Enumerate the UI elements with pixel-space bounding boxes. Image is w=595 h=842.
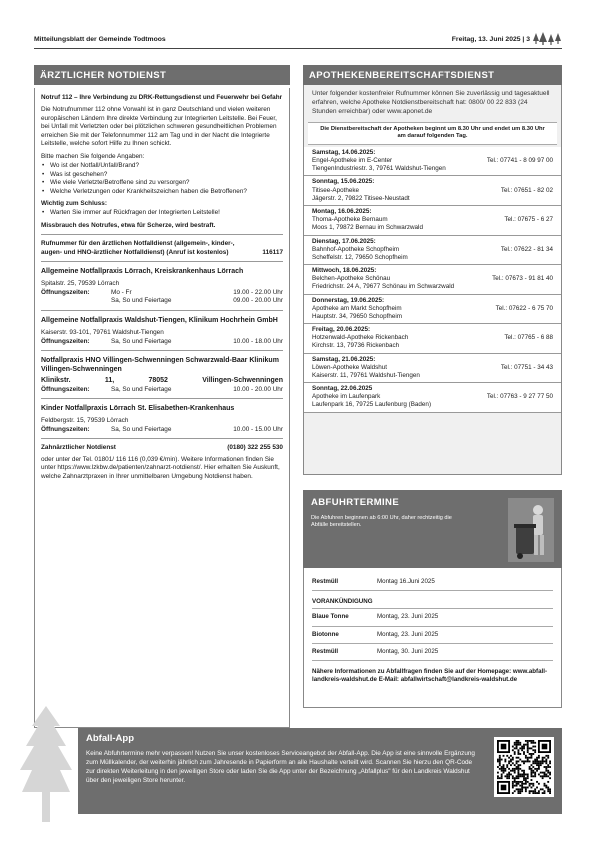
wichtig-list (41, 209, 283, 217)
pharmacy-day: Donnerstag, 19.06.2025: (312, 296, 385, 304)
pharmacy-name: Belchen-Apotheke Schönau (312, 275, 391, 283)
pharmacy-entry (304, 176, 561, 206)
divider (41, 234, 283, 235)
pharmacy-day: Samstag, 14.06.2025: (312, 148, 376, 156)
zahn-header (41, 444, 283, 452)
pharmacy-entry (304, 324, 561, 354)
pharmacy-list (304, 147, 561, 413)
angaben-list (41, 162, 283, 196)
pharmacy-day: Sonntag, 15.06.2025: (312, 178, 375, 186)
pharmacy-phone: Tel.: 07651 - 82 02 (500, 186, 553, 194)
waste-bin-photo-icon (508, 498, 554, 562)
pharmacy-day: Freitag, 20.06.2025: (312, 326, 371, 334)
praxis-kinder (41, 404, 283, 434)
notruf-text: Die Notrufnummer 112 ohne Vorwahl ist in ganz Deutschland und vielen weiteren europäischen Ländern Ihre direkte Verbindung zur Integrierten Leitstelle. Bei Feuer, bei Unfall mit Verletzten oder bei plötzlichen schweren gesundheitlichen Problemen erreichen Sie mit der Telefonnummer 112 am Tag und in der Nacht die Integrierte Leitstelle, welche sofort Hilfe zu Ihnen schickt. (41, 106, 277, 148)
pharmacy-day: Dienstag, 17.06.2025: (312, 237, 376, 245)
divider (41, 261, 283, 262)
divider (41, 310, 283, 311)
qr-code-icon[interactable] (494, 737, 554, 797)
praxis-loerrach (41, 267, 283, 306)
pharmacy-name: Hotzenwald-Apotheke Rickenbach (312, 334, 409, 342)
hours-row: Sa, So und Feiertage 09.00 - 20.00 Uhr (111, 297, 283, 305)
abfall-app-banner (78, 728, 562, 814)
issue-date: Freitag, 13. Juni 2025 | 3 (451, 36, 530, 43)
pharmacy-entry (304, 147, 561, 177)
pharmacy-entry (304, 354, 561, 384)
app-text: Keine Abfuhrtermine mehr verpassen! Nutzen Sie unser kostenloses Serviceangebot der Abfall-App. Die App ist eine sinnvolle Ergänzung zum Müllkalender, der weiterhin jährlich zum Jahresende in Papierform an alle Haushalte verteilt wird. Scannen Sie hierzu den QR-Code zur direkten Weiterleitung in den jeweiligen Store oder laden Sie die App unter der Bezeichnung „Abfallplus" für den Landkreis Waldshut über den jeweiligen Store herunter. (86, 749, 475, 784)
apotheken-panel (303, 85, 562, 475)
pharmacy-name: Titisee-Apotheke (312, 186, 360, 194)
zahn-phone: (0180) 322 255 530 (227, 444, 283, 452)
list-item: • Wie viele Verletzte/Betroffene sind zu versorgen? (41, 179, 283, 187)
abfuhr-info: Nähere Informationen zu Abfallfragen finden Sie auf der Homepage: www.abfall-landkreis-waldshut.de E-Mail: abfallwirtschaft@landkreis-waldshut.de (312, 667, 548, 684)
rufnummer-title: Rufnummer für den ärztlichen Notfalldienst (allgemein-, kinder-, augen- und HNO-ärztlicher Notfalldienst) (Anruf ist kostenlos) (41, 240, 235, 256)
praxis-address: Feldbergstr. 15, 79539 Lörrach (41, 417, 129, 425)
app-title: Abfall-App (86, 733, 135, 744)
pharmacy-address: Friedrichstr. 24 A, 79677 Schönau im Schwarzwald (312, 283, 455, 291)
praxis-address: Kaiserstr. 93-101, 79761 Waldshut-Tiengen (41, 329, 164, 337)
pharmacy-phone: Tel.: 07751 - 34 43 (500, 363, 553, 371)
list-item: • Was ist geschehen? (41, 171, 283, 179)
pharmacy-address: Moos 1, 79872 Bernau im Schwarzwald (312, 224, 423, 232)
list-item: • Warten Sie immer auf Rückfragen der Integrierten Leitstelle! (41, 209, 283, 217)
pharmacy-day: Mittwoch, 18.06.2025: (312, 267, 377, 275)
missbrauch-note: Missbrauch des Notrufes, etwa für Scherze, wird bestraft. (41, 221, 216, 229)
pharmacy-address: Kirchstr. 13, 79736 Rickenbach (312, 342, 400, 350)
pharmacy-name: Löwen-Apotheke Waldshut (312, 363, 388, 371)
abfuhr-row: Restmüll Montag 16.Juni 2025 (312, 574, 553, 591)
pharmacy-entry (304, 206, 561, 236)
pharmacy-name: Apotheke am Markt Schopfheim (312, 304, 402, 312)
praxis-name: Allgemeine Notfallpraxis Lörrach, Kreiskrankenhaus Lörrach (41, 268, 244, 276)
apotheken-intro: Unter folgender kostenfreier Rufnummer können Sie zuverlässig und tagesaktuell erfahren, welche Apotheke Notdienstbereitschaft hat: 0800/ 00 22 833 (24 Stunden erreichbar) oder www.aponet.de (312, 90, 550, 115)
aerztlich-panel (34, 88, 290, 728)
rufnummer-block (41, 240, 283, 257)
pharmacy-name: Bahnhof-Apotheke Schopfheim (312, 245, 400, 253)
hours-row: Öffnungszeiten: Sa, So und Feiertage 10.00 - 15.00 Uhr (41, 425, 283, 433)
pharmacy-address: TiengenIndustriestr. 3, 79761 Waldshut-Tiengen (312, 165, 446, 173)
pharmacy-phone: Tel.: 07673 - 91 81 40 (492, 275, 553, 283)
pharmacy-address: Laufenpark 16, 79725 Laufenburg (Baden) (312, 401, 432, 409)
zahn-text: oder unter der Tel. 01801/ 116 116 (0,039 €/min). Weitere Informationen finden Sie unter https://www.lzkbw.de/patienten/zahnarzt-notdienst/. Hier erhalten Sie Auskunft, welche Zahnarztpraxen in Ihrer unmittelbaren Umgebung Notdienst haben. (41, 455, 280, 480)
praxis-name: Notfallpraxis HNO Villingen-Schwenningen Schwarzwald-Baar Klinikum Villingen-Schwenningen (41, 356, 279, 374)
pharmacy-entry (304, 265, 561, 295)
list-item: • Wo ist der Notfall/Unfall/Brand? (41, 162, 283, 170)
aerztlich-title: ÄRZTLICHER NOTDIENST (34, 65, 290, 85)
divider (41, 398, 283, 399)
divider (41, 438, 283, 439)
abfuhr-header (303, 490, 562, 568)
abfuhr-title: ABFUHRTERMINE (311, 497, 400, 508)
hours-row: Öffnungszeiten: Sa, So und Feiertage 10.00 - 18.00 Uhr (41, 337, 283, 345)
header-rule (34, 48, 562, 49)
pharmacy-entry (304, 383, 561, 413)
praxis-name: Allgemeine Notfallpraxis Waldshut-Tiengen, Klinikum Hochrhein GmbH (41, 316, 278, 324)
abfuhr-panel (303, 568, 562, 708)
trees-logo-icon (532, 32, 562, 46)
pharmacy-phone: Tel.: 07763 - 9 27 77 50 (486, 393, 553, 401)
angaben-intro: Bitte machen Sie folgende Angaben: (41, 152, 145, 160)
pharmacy-address: Kaiserstr. 11, 79761 Waldshut-Tiengen (312, 371, 420, 379)
pharmacy-entry (304, 236, 561, 266)
abfuhr-row: Restmüll Montag, 30. Juni 2025 (312, 644, 553, 661)
pharmacy-phone: Tel.: 07675 - 6 27 (504, 216, 553, 224)
praxis-address: Spitalstr. 25, 79539 Lörrach (41, 280, 120, 288)
pharmacy-phone: Tel.: 07741 - 8 09 97 00 (486, 157, 553, 165)
pharmacy-name: Engel-Apotheke im E-Center (312, 157, 393, 165)
pharmacy-address: Scheffelstr. 12, 79650 Schopfheim (312, 253, 408, 261)
praxis-hno (41, 356, 283, 394)
pharmacy-phone: Tel.: 07622 - 81 34 (500, 245, 553, 253)
abfuhr-row: Blaue Tonne Montag, 23. Juni 2025 (312, 609, 553, 626)
apotheken-title: APOTHEKENBEREITSCHAFTSDIENST (303, 65, 562, 85)
pharmacy-phone: Tel.: 07622 - 6 75 70 (495, 304, 553, 312)
notruf-heading: Notruf 112 – Ihre Verbindung zu DRK-Rettungsdienst und Feuerwehr bei Gefahr (41, 94, 283, 101)
vorankuendigung-heading: VORANKÜNDIGUNG (312, 591, 553, 609)
hours-row: Öffnungszeiten: Sa, So und Feiertage 10.00 - 20.00 Uhr (41, 385, 283, 393)
rufnummer-value: 116117 (262, 248, 283, 256)
pharmacy-address: Hauptstr. 34, 79650 Schopfheim (312, 312, 402, 320)
praxis-waldshut (41, 316, 283, 346)
pharmacy-phone: Tel.: 07765 - 6 88 (504, 334, 553, 342)
tree-graphic-icon (18, 704, 74, 824)
pharmacy-entry (304, 295, 561, 325)
pharmacy-name: Apotheke im Laufenpark (312, 393, 381, 401)
apotheken-note: Die Dienstbereitschaft der Apotheken beginnt um 8.30 Uhr und endet um 8.30 Uhr am darauf folgenden Tag. (308, 122, 557, 145)
zahn-title: Zahnärztlicher Notdienst (41, 444, 116, 452)
pharmacy-address: Jägerstr. 2, 79822 Titisee-Neustadt (312, 194, 410, 202)
praxis-address: Klinikstr. 11, 78052 Villingen-Schwenningen (41, 377, 283, 385)
publication-name: Mitteilungsblatt der Gemeinde Todtmoos (34, 36, 166, 43)
pharmacy-day: Samstag, 21.06.2025: (312, 355, 376, 363)
page-header (34, 36, 562, 46)
abfuhr-subtitle: Die Abfuhren beginnen ab 6:00 Uhr, daher rechtzeitig die Abfälle bereitstellen. (311, 514, 452, 529)
abfuhr-row: Biotonne Montag, 23. Juni 2025 (312, 627, 553, 644)
pharmacy-day: Sonntag, 22.06.2025 (312, 385, 373, 393)
praxis-name: Kinder Notfallpraxis Lörrach St. Elisabethen-Krankenhaus (41, 405, 235, 413)
hours-row: Öffnungszeiten: Mo - Fr 19.00 - 22.00 Uhr (41, 288, 283, 296)
pharmacy-name: Thoma-Apotheke Bernaum (312, 216, 388, 224)
pharmacy-day: Montag, 16.06.2025: (312, 207, 372, 215)
wichtig-heading: Wichtig zum Schluss: (41, 199, 107, 207)
list-item: • Welche Verletzungen oder Krankheitszeichen haben die Betroffenen? (41, 188, 283, 196)
divider (41, 350, 283, 351)
